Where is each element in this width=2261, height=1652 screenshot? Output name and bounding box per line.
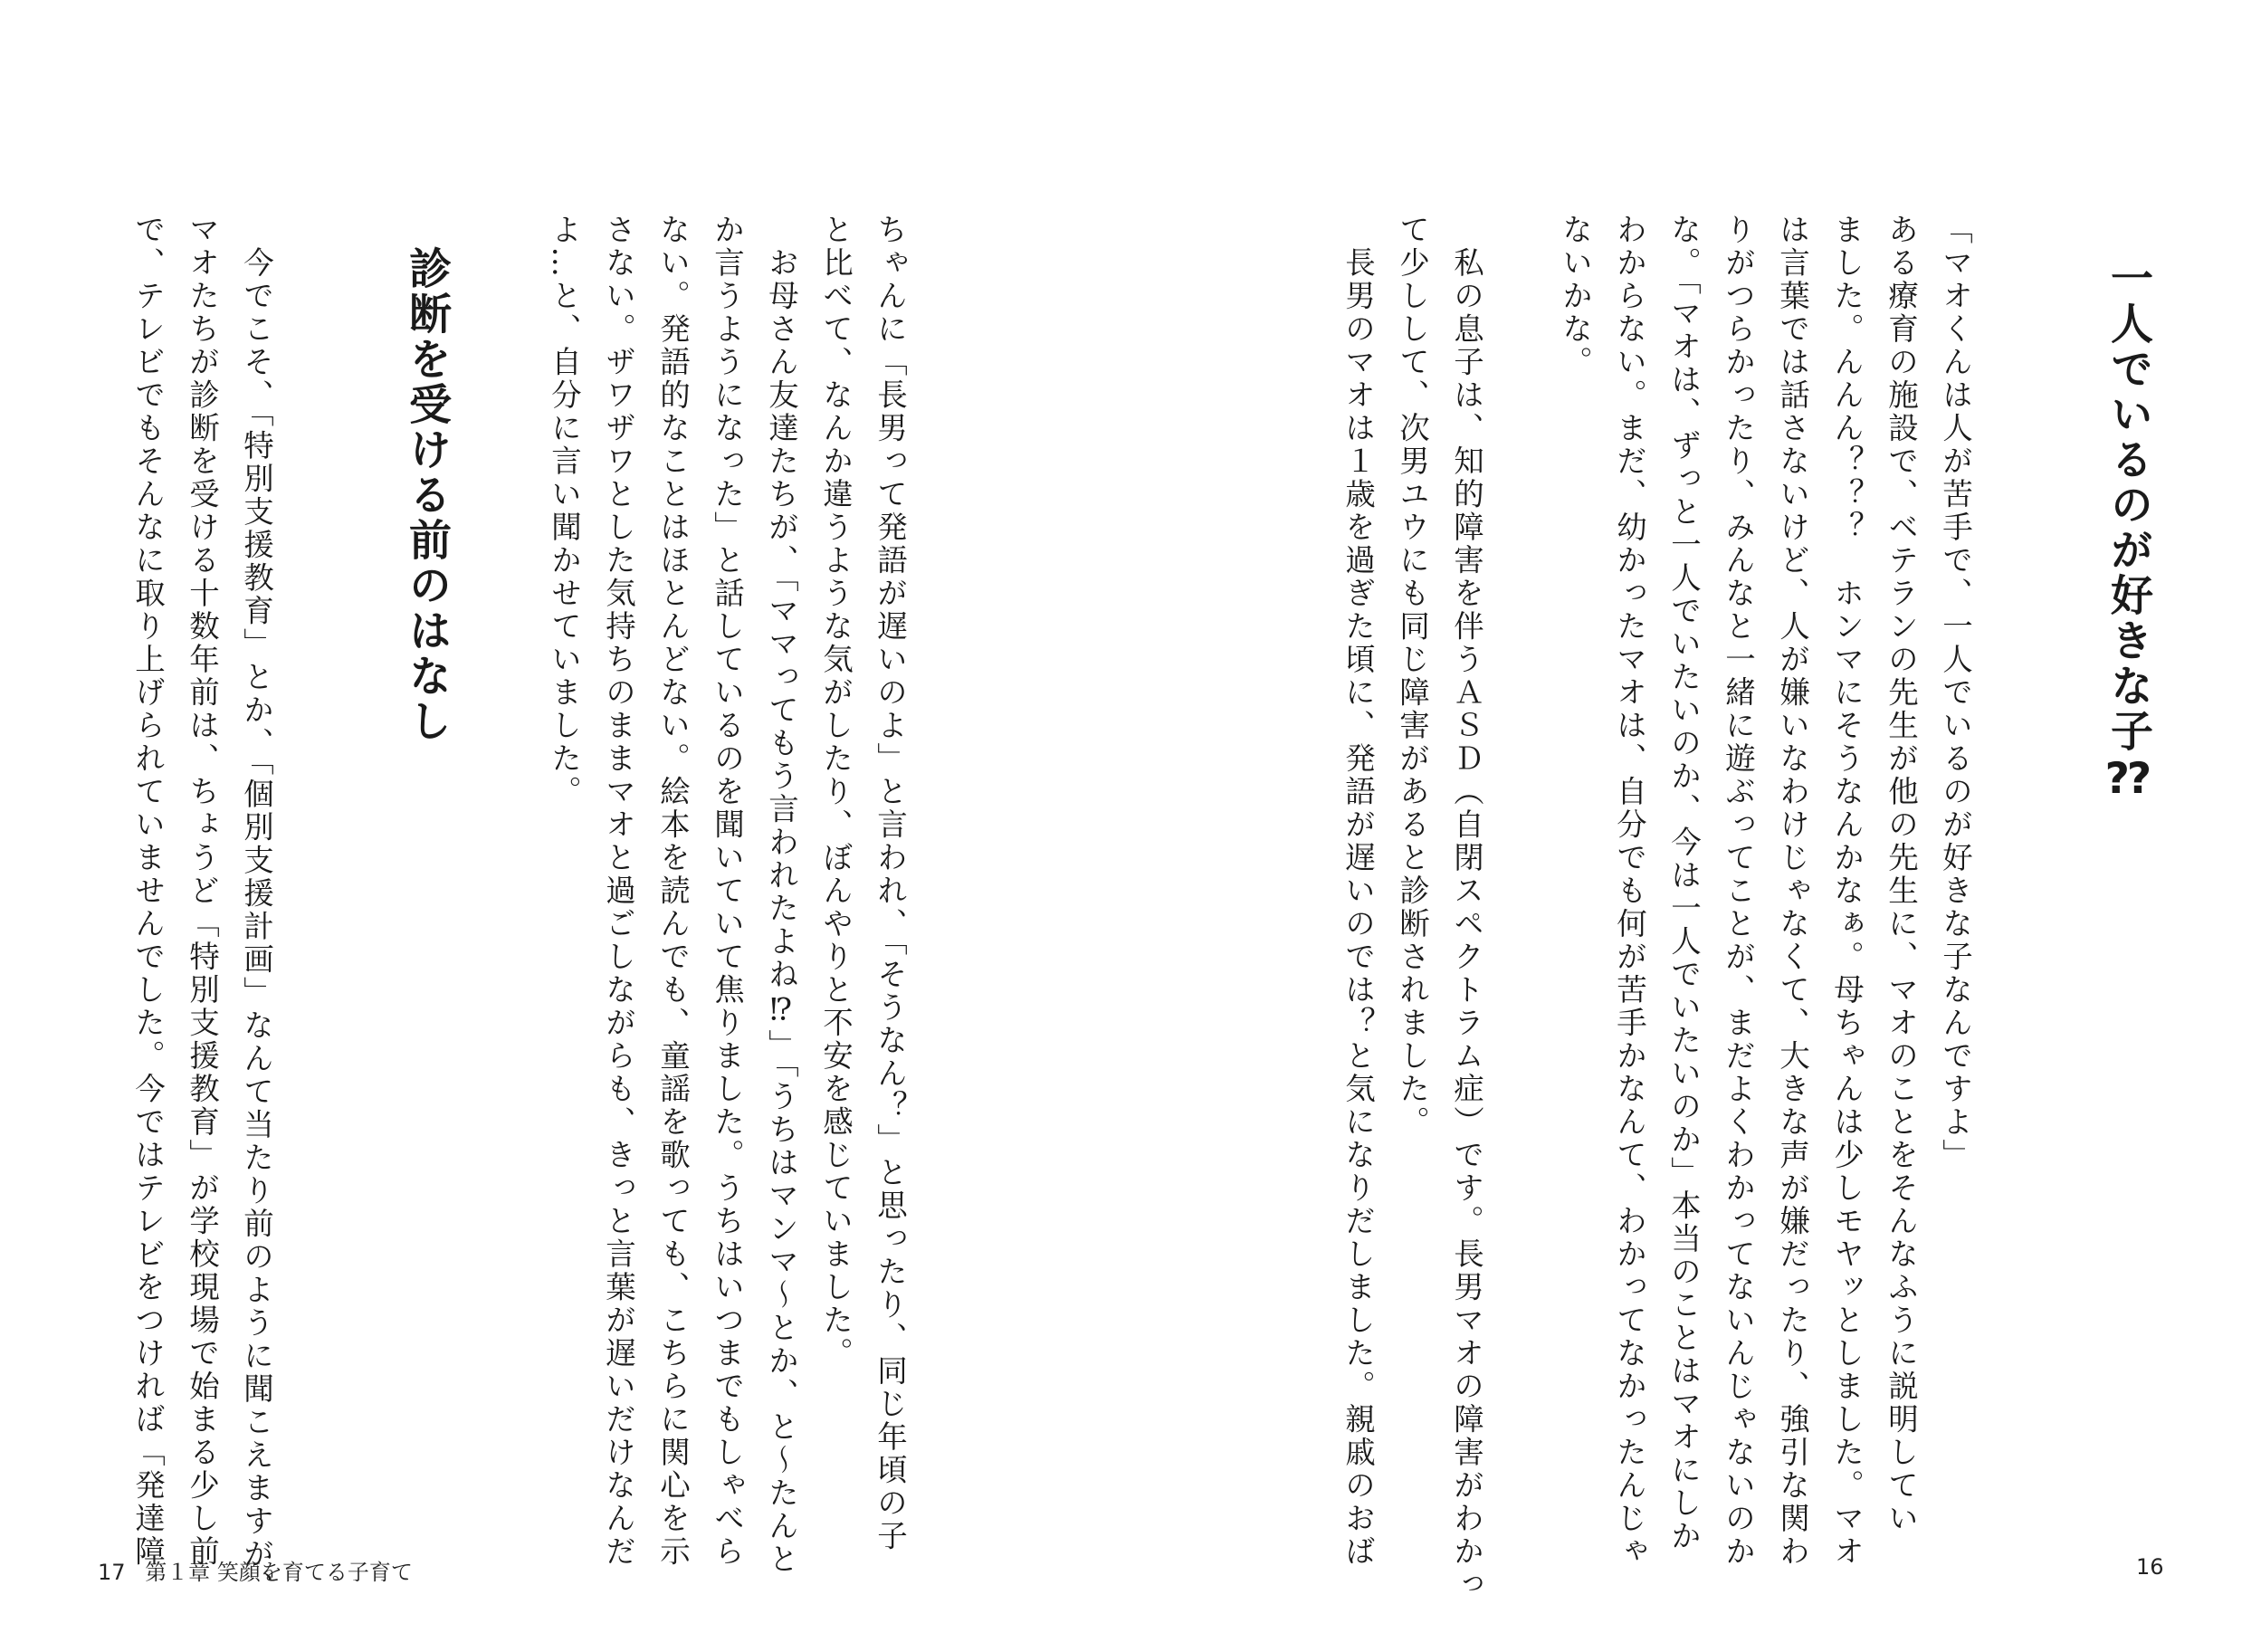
text-line: ある療育の施設で、ベテランの先生が他の先生に、マオのことをそんなふうに説明してい: [1883, 214, 1919, 1535]
text-line: と比べて、なんか違うような気がしたり、ぼんやりと不安を感じていました。: [817, 214, 854, 1370]
text-line: さない。ザワザワとした気持ちのままマオと過ごしながらも、きっと言葉が遅いだけなんだ: [600, 214, 636, 1569]
text-line: お母さん友達たちが、「ママってもう言われたよね⁉」「うちはマンマ～とか、と～たんと: [763, 214, 799, 1576]
text-line: りがつらかったり、みんなと一緒に遊ぶってことが、まだよくわかってないんじゃないのか: [1720, 214, 1756, 1569]
text-line: わからない。まだ、幼かったマオは、自分でも何が苦手かなんて、わかってなかったんじゃ: [1611, 214, 1647, 1569]
text-line: よ…と、自分に言い聞かせていました。: [546, 214, 582, 808]
page-footer-left: [98, 1554, 413, 1586]
text-line: ました。んんん？？？ ホンマにそうなんかなぁ。母ちゃんは少しモヤッとしました。マオ: [1828, 214, 1865, 1569]
section-heading-right: 一人でいるのが好きな子⁇: [2104, 256, 2153, 807]
text-line: な。「マオは、ずっと一人でいたいのか、今は一人でいたいのか」本当のことはマオにしか: [1665, 214, 1702, 1553]
text-line: は言葉では話さないけど、人が嫌いなわけじゃなくて、大きな声が嫌だったり、強引な関わ: [1774, 214, 1810, 1569]
section-heading-left: 診断を受ける前のはなし: [402, 246, 452, 744]
text-line: で、テレビでもそんなに取り上げられていませんでした。今ではテレビをつければ「発達障: [129, 214, 166, 1569]
text-line: て少しして、次男ユウにも同じ障害があると診断されました。: [1394, 214, 1430, 1139]
text-line: 「マオくんは人が苦手で、一人でいるのが好きな子なんですよ」: [1937, 214, 1973, 1172]
text-line: 今でこそ、「特別支援教育」とか、「個別支援計画」なんて当たり前のように聞こえますが、: [238, 214, 274, 1604]
text-line: ちゃんに「長男って発語が遅いのよ」と言われ、「そうなん？」と思ったり、同じ年頃の子: [872, 214, 908, 1553]
text-line: 私の息子は、知的障害を伴うＡＳＤ（自閉スペクトラム症）です。長男マオの障害がわかっ: [1448, 214, 1484, 1601]
text-line: ない。発語的なことはほとんどない。絵本を読んでも、童謡を歌っても、こちらに関心を示: [654, 214, 691, 1569]
text-line: 長男のマオは１歳を過ぎた頃に、発語が遅いのでは？と気になりだしました。親戚のおば: [1340, 214, 1376, 1569]
text-line: ないかな。: [1557, 214, 1593, 379]
page-number-left: 17: [98, 1560, 126, 1585]
chapter-title: 第１章 笑顔を育てる子育て: [145, 1560, 413, 1585]
text-line: マオたちが診断を受ける十数年前は、ちょうど「特別支援教育」が学校現場で始まる少し前: [184, 214, 220, 1569]
text-line: か言うようになった」と話しているのを聞いていて焦りました。うちはいつまでもしゃべら: [709, 214, 745, 1569]
page-number-right: 16: [2136, 1554, 2164, 1580]
